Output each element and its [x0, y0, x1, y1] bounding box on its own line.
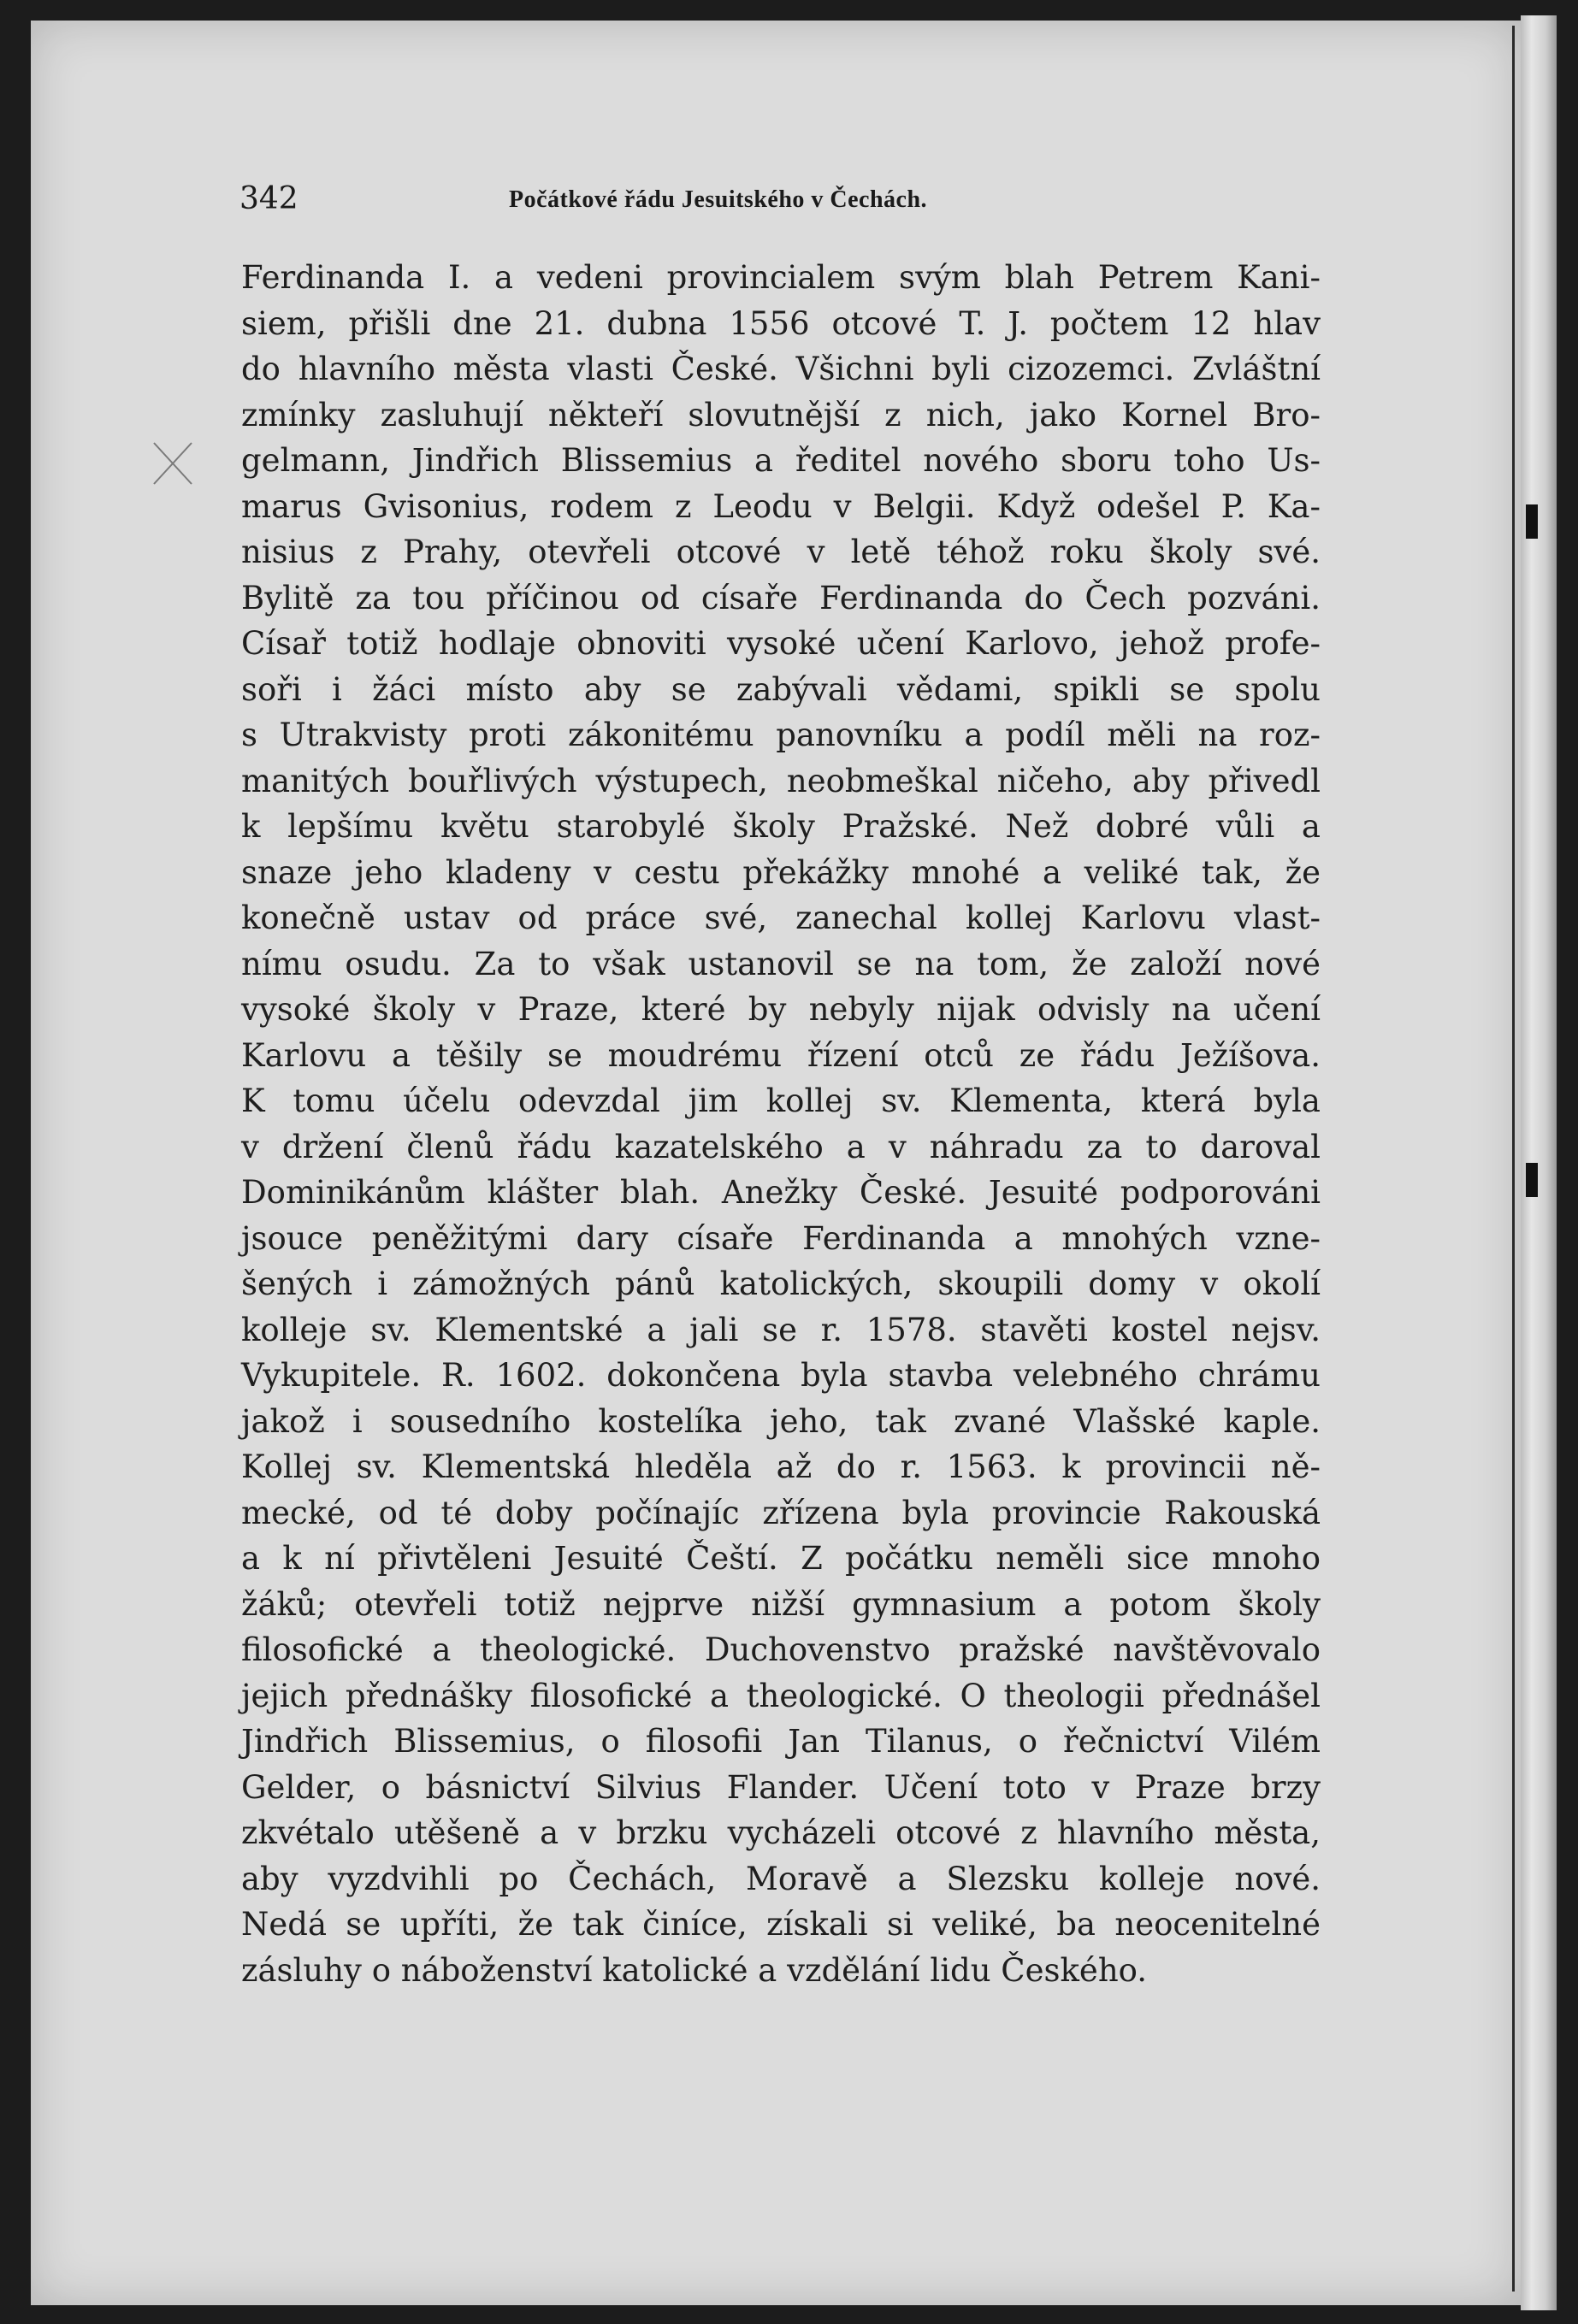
text-line: Jindřich Blissemius, o filosofii Jan Tilanus, o řečnictví Vilém [241, 1723, 1321, 1760]
text-line: Dominikánům klášter blah. Anežky České. Jesuité podporováni [241, 1174, 1321, 1211]
text-line: Vykupitele. R. 1602. dokončena byla stavba velebného chrámu [241, 1357, 1321, 1394]
gutter-line [1512, 26, 1515, 2292]
text-line: Gelder, o básnictví Silvius Flander. Učení toto v Praze brzy [241, 1768, 1321, 1806]
text-line: aby vyzdvihli po Čechách, Moravě a Slezsku kolleje nové. [241, 1860, 1321, 1897]
text-line: marus Gvisonius, rodem z Leodu v Belgii. Když odešel P. Ka- [241, 487, 1321, 525]
text-line: kolleje sv. Klementské a jali se r. 1578. stavěti kostel nejsv. [241, 1311, 1321, 1348]
text-line: nímu osudu. Za to však ustanovil se na tom, že založí nové [241, 945, 1321, 982]
text-line: Kollej sv. Klementská hleděla až do r. 1563. k provincii ně- [241, 1448, 1321, 1485]
text-line: žáků; otevřeli totiž nejprve nižší gymnasium a potom školy [241, 1585, 1321, 1623]
running-title: Počátkové řádu Jesuitského v Čechách. [509, 186, 928, 213]
body-text [241, 255, 1321, 1993]
text-line: Karlovu a těšily se moudrému řízení otců ze řádu Ježíšova. [241, 1036, 1321, 1074]
margin-tick-mark [1526, 1163, 1538, 1197]
text-line: K tomu účelu odevzdal jim kollej sv. Klementa, která byla [241, 1082, 1321, 1119]
text-line: nisius z Prahy, otevřeli otcové v letě téhož roku školy své. [241, 534, 1321, 570]
text-line: Nedá se upříti, že tak činíce, získali si veliké, ba neocenitelné [241, 1906, 1321, 1943]
text-line: zkvétalo utěšeně a v brzku vycházeli otcové z hlavního města, [241, 1814, 1321, 1851]
text-line: Bylitě za tou příčinou od císaře Ferdinanda do Čech pozváni. [241, 579, 1321, 616]
text-line: jakož i sousedního kostelíka jeho, tak zvané Vlašské kaple. [241, 1402, 1321, 1440]
text-line: konečně ustav od práce své, zanechal kollej Karlovu vlast- [241, 900, 1321, 936]
text-line: a k ní přivtěleni Jesuité Čeští. Z počátku neměli sice mnoho [241, 1540, 1321, 1577]
text-line: gelmann, Jindřich Blissemius a ředitel nového sboru toho Us- [241, 442, 1321, 479]
text-line: manitých bouřlivých výstupech, neobmeškal ničeho, aby přivedl [241, 762, 1321, 799]
text-line: filosofické a theologické. Duchovenstvo pražské navštěvovalo [241, 1631, 1321, 1668]
text-line: s Utrakvisty proti zákonitému panovníku a podíl měli na roz- [241, 717, 1321, 753]
text-line: v držení členů řádu kazatelského a v náhradu za to daroval [241, 1128, 1321, 1165]
text-line: snaze jeho kladeny v cestu překážky mnohé a veliké tak, že [241, 853, 1321, 891]
text-line: Císař totiž hodlaje obnoviti vysoké učení Karlovo, jehož profe- [241, 625, 1321, 662]
text-line: Ferdinanda I. a vedeni provincialem svým blah Petrem Kani- [241, 259, 1321, 296]
page-header [239, 181, 1317, 233]
margin-tick-mark [1526, 504, 1538, 539]
text-line: vysoké školy v Praze, které by nebyly nijak odvisly na učení [241, 991, 1321, 1028]
page-number: 342 [239, 181, 298, 216]
text-line: k lepšímu květu starobylé školy Pražské. Než dobré vůli a [241, 808, 1321, 845]
text-line: šených i zámožných pánů katolických, skoupili domy v okolí [241, 1265, 1321, 1302]
text-line: zmínky zasluhují někteří slovutnější z nich, jako Kornel Bro- [241, 396, 1321, 434]
text-line: soři i žáci místo aby se zabývali vědami, spikli se spolu [241, 670, 1321, 708]
text-line: mecké, od té doby počínajíc zřízena byla provincie Rakouská [241, 1494, 1321, 1531]
text-line: zásluhy o náboženství katolické a vzdělání lidu Českého. [241, 1951, 1148, 1989]
text-line: siem, přišli dne 21. dubna 1556 otcové T. J. počtem 12 hlav [241, 304, 1321, 342]
text-line: do hlavního města vlasti České. Všichni byli cizozemci. Zvláštní [241, 351, 1321, 387]
text-line: jejich přednášky filosofické a theologické. O theologii přednášel [241, 1677, 1321, 1714]
text-line: jsouce peněžitými dary císaře Ferdinanda a mnohých vzne- [241, 1219, 1321, 1257]
margin-x-mark-icon [147, 438, 198, 489]
